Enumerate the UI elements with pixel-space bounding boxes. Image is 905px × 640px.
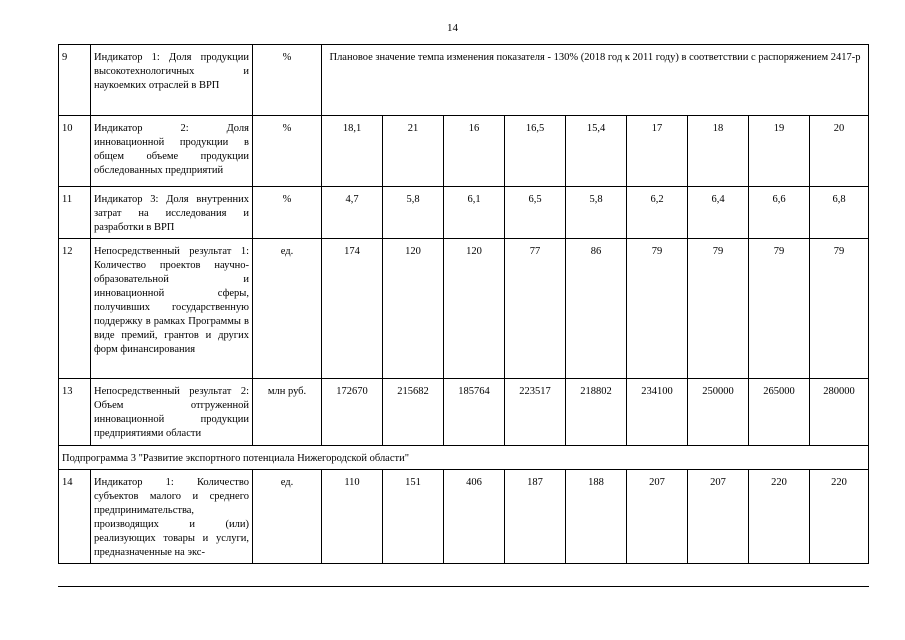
planned-value-note: Плановое значение темпа изменения показателя - 130% (2018 год к 2011 году) в соответствии с распоряжением 2417-р — [322, 45, 869, 116]
value-cell: 110 — [322, 470, 383, 564]
value-cell: 15,4 — [566, 116, 627, 187]
unit-cell: % — [253, 187, 322, 239]
table-row — [59, 470, 869, 564]
unit-cell: млн руб. — [253, 379, 322, 446]
value-cell: 79 — [627, 239, 688, 379]
value-cell: 207 — [688, 470, 749, 564]
value-cell: 18,1 — [322, 116, 383, 187]
value-cell: 207 — [627, 470, 688, 564]
unit-cell: % — [253, 116, 322, 187]
value-cell: 6,8 — [810, 187, 869, 239]
value-cell: 120 — [383, 239, 444, 379]
table-row — [59, 239, 869, 379]
value-cell: 223517 — [505, 379, 566, 446]
value-cell: 250000 — [688, 379, 749, 446]
value-cell: 17 — [627, 116, 688, 187]
row-number: 11 — [59, 187, 91, 239]
value-cell: 220 — [810, 470, 869, 564]
row-number: 12 — [59, 239, 91, 379]
indicators-table — [58, 44, 869, 564]
value-cell: 265000 — [749, 379, 810, 446]
value-cell: 185764 — [444, 379, 505, 446]
indicator-name: Индикатор 1: Количество субъектов малого и среднего предпринимательства, производящих и (или) реализующих товары и услуги, предназначенные на экс- — [91, 470, 253, 564]
row-number: 9 — [59, 45, 91, 116]
table-row — [59, 116, 869, 187]
indicator-name: Непосредственный результат 1: Количество проектов научно-образовательной и инновационной сферы, получивших государственную поддержку в рамках Программы в виде премий, грантов и других форм финансирования — [91, 239, 253, 379]
unit-cell: ед. — [253, 239, 322, 379]
value-cell: 79 — [810, 239, 869, 379]
value-cell: 6,5 — [505, 187, 566, 239]
value-cell: 6,1 — [444, 187, 505, 239]
table-row — [59, 379, 869, 446]
value-cell: 5,8 — [383, 187, 444, 239]
value-cell: 6,4 — [688, 187, 749, 239]
table-body — [59, 45, 869, 564]
value-cell: 4,7 — [322, 187, 383, 239]
indicator-name: Индикатор 3: Доля внутренних затрат на исследования и разработки в ВРП — [91, 187, 253, 239]
unit-cell: % — [253, 45, 322, 116]
value-cell: 406 — [444, 470, 505, 564]
value-cell: 21 — [383, 116, 444, 187]
value-cell: 280000 — [810, 379, 869, 446]
value-cell: 16 — [444, 116, 505, 187]
value-cell: 187 — [505, 470, 566, 564]
indicator-name: Индикатор 2: Доля инновационной продукции в общем объеме продукции обследованных предприятий — [91, 116, 253, 187]
value-cell: 151 — [383, 470, 444, 564]
table-bottom-rule — [58, 586, 869, 587]
value-cell: 6,6 — [749, 187, 810, 239]
subprogram-row — [59, 446, 869, 470]
value-cell: 174 — [322, 239, 383, 379]
value-cell: 20 — [810, 116, 869, 187]
value-cell: 172670 — [322, 379, 383, 446]
value-cell: 16,5 — [505, 116, 566, 187]
indicator-name: Непосредственный результат 2: Объем отгруженной инновационной продукции предприятиями области — [91, 379, 253, 446]
subprogram-title: Подпрограмма 3 "Развитие экспортного потенциала Нижегородской области" — [59, 446, 869, 470]
page-number: 14 — [447, 22, 458, 34]
value-cell: 234100 — [627, 379, 688, 446]
value-cell: 19 — [749, 116, 810, 187]
value-cell: 86 — [566, 239, 627, 379]
table-row — [59, 45, 869, 116]
indicator-name: Индикатор 1: Доля продукции высокотехнологичных и наукоемких отраслей в ВРП — [91, 45, 253, 116]
row-number: 10 — [59, 116, 91, 187]
value-cell: 218802 — [566, 379, 627, 446]
value-cell: 77 — [505, 239, 566, 379]
row-number: 13 — [59, 379, 91, 446]
table-row — [59, 187, 869, 239]
value-cell: 215682 — [383, 379, 444, 446]
value-cell: 5,8 — [566, 187, 627, 239]
value-cell: 120 — [444, 239, 505, 379]
page-bottom-margin — [0, 586, 905, 640]
value-cell: 188 — [566, 470, 627, 564]
value-cell: 79 — [749, 239, 810, 379]
value-cell: 6,2 — [627, 187, 688, 239]
value-cell: 79 — [688, 239, 749, 379]
value-cell: 18 — [688, 116, 749, 187]
unit-cell: ед. — [253, 470, 322, 564]
value-cell: 220 — [749, 470, 810, 564]
row-number: 14 — [59, 470, 91, 564]
